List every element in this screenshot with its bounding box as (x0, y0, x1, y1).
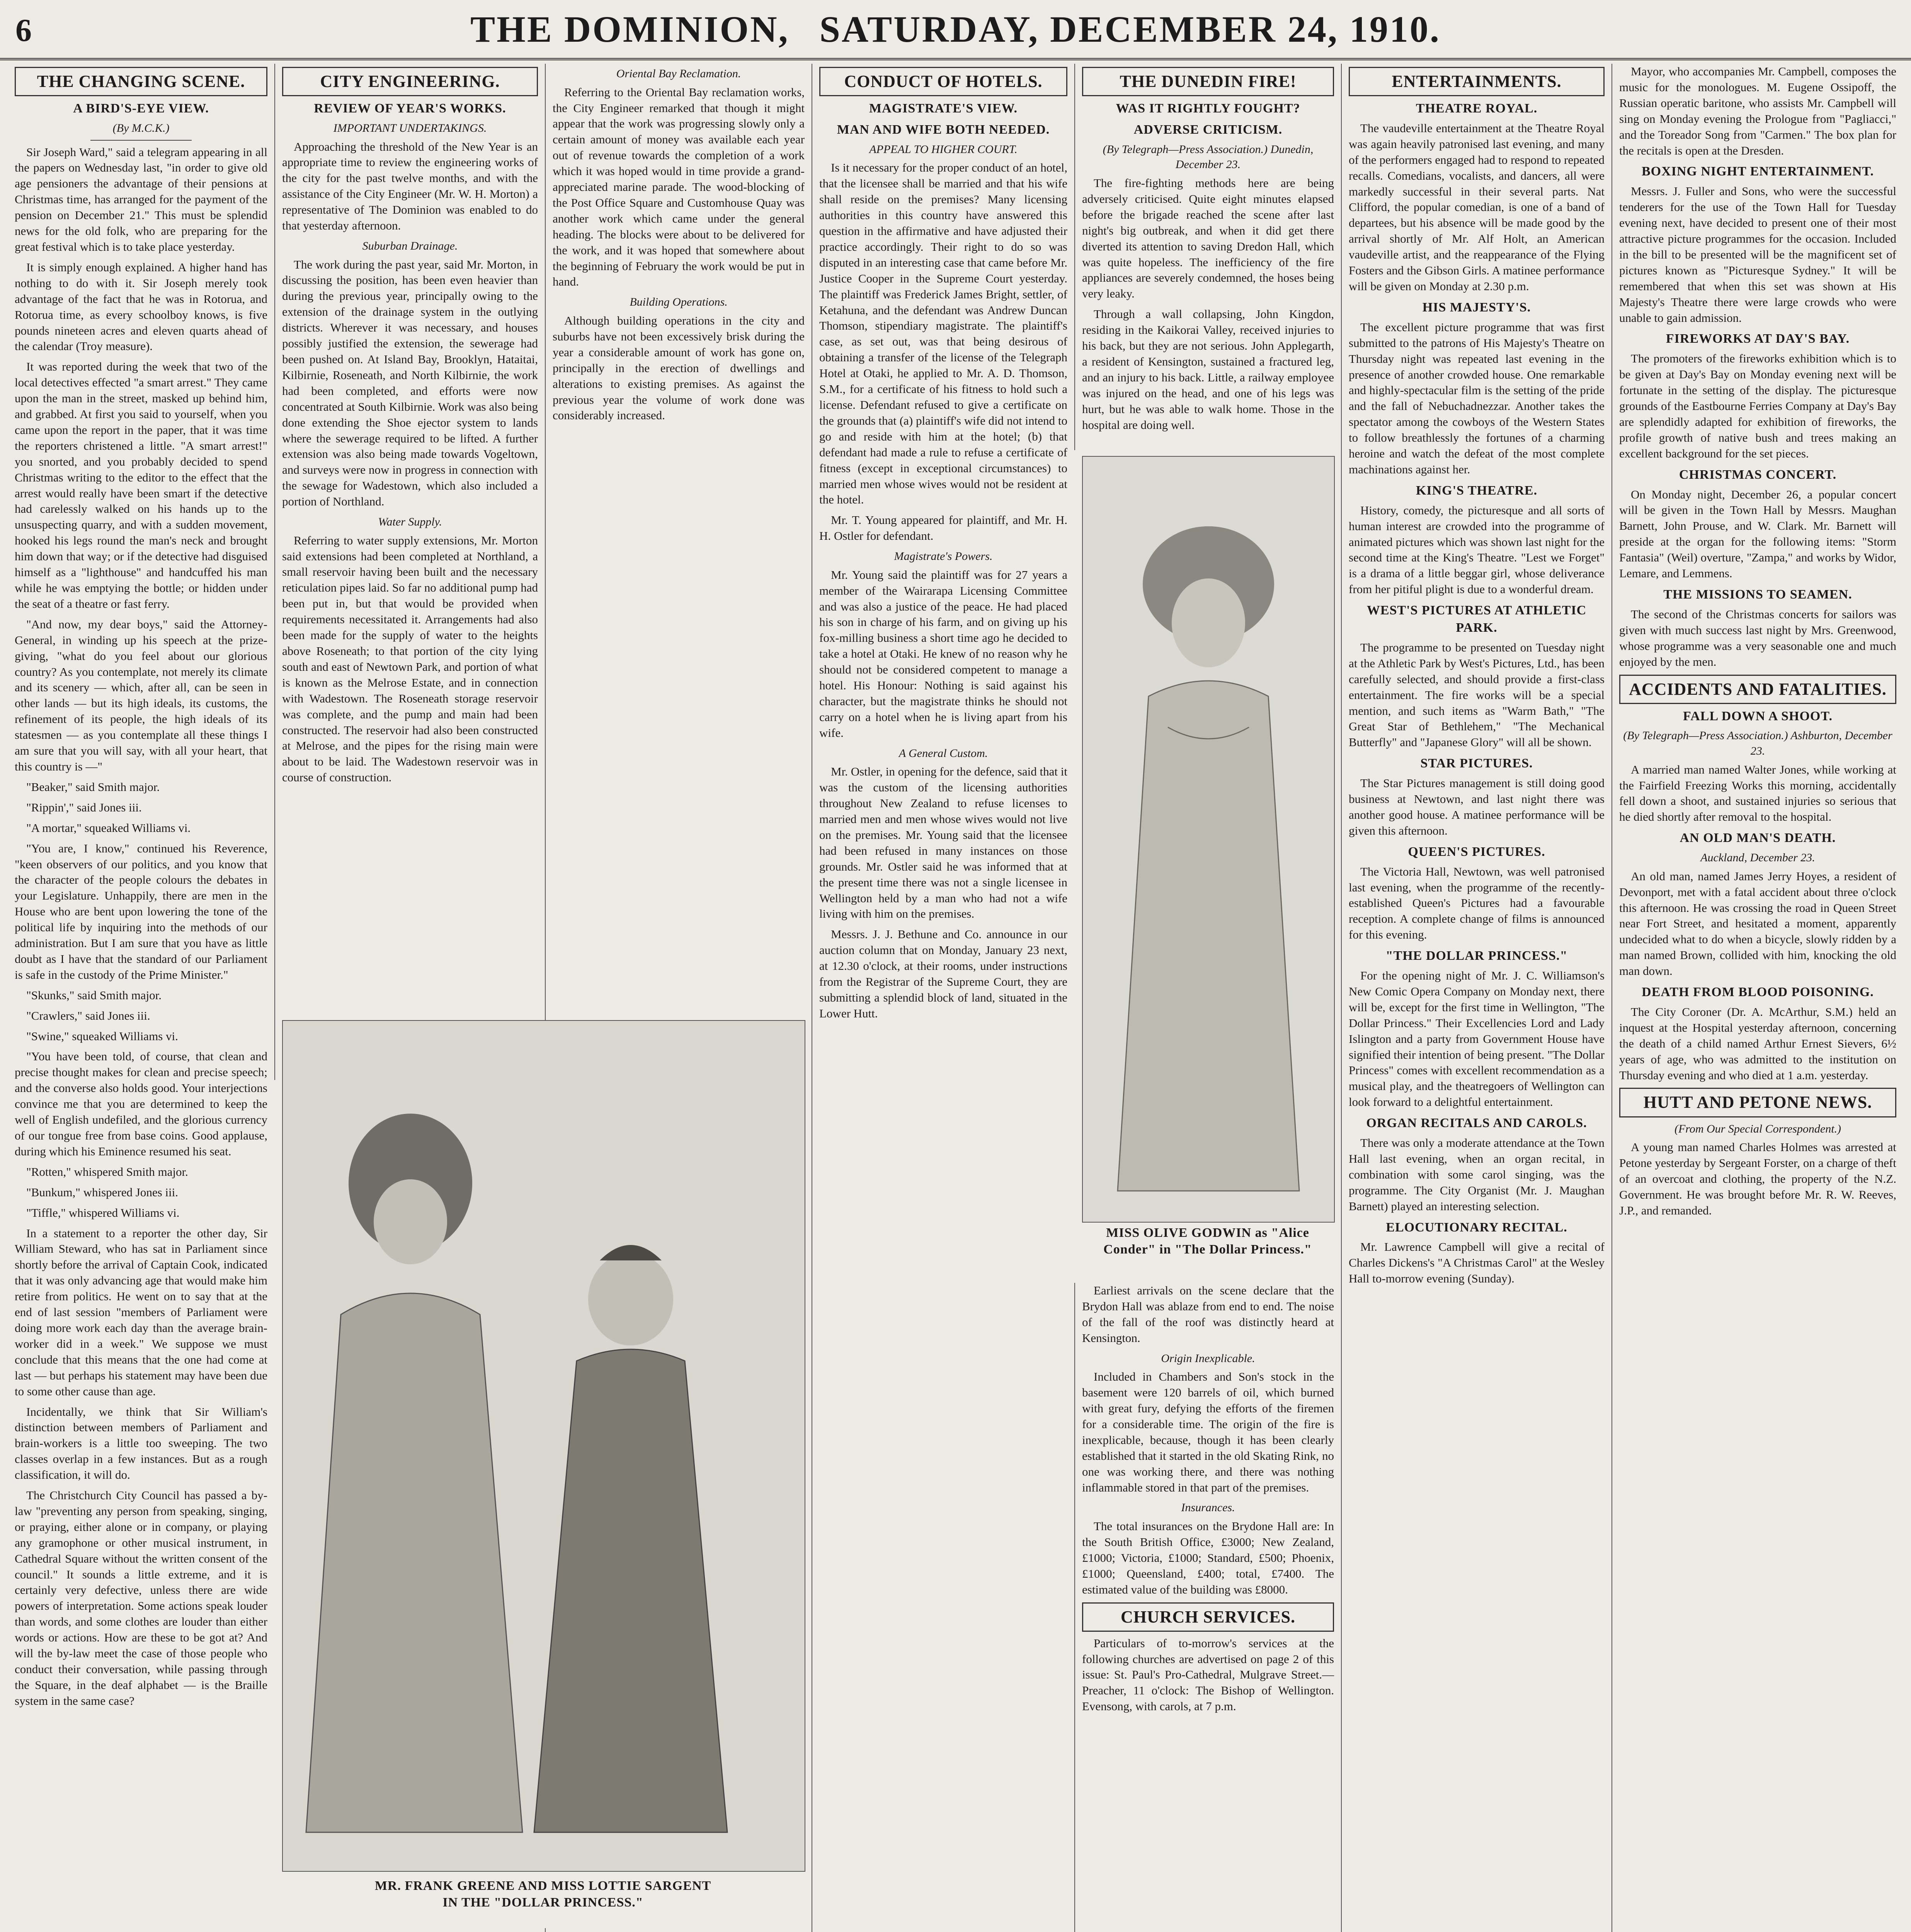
paragraph: "Bunkum," whispered Jones iii. (26, 1185, 178, 1199)
article-dateline: (By Telegraph—Press Association.) Ashburton, December 23. (1623, 729, 1892, 758)
paragraph: The Star Pictures management is still doing good business at Newtown, and last night there was another good house. A matinee performance will be given this afternoon. (1349, 776, 1605, 837)
article-kicker: APPEAL TO HIGHER COURT. (869, 143, 1018, 156)
section-heading: BOXING NIGHT ENTERTAINMENT. (1641, 164, 1874, 179)
paragraph: "Beaker," said Smith major. (26, 780, 160, 794)
paragraph: The promoters of the fireworks exhibition which is to be given at Day's Bay on Monday evening next will be fortunate in the setting of the display. The picturesque grounds of the Eastbourne Ferries Company at Day's Bay are splendidly adapted for exhibition of fireworks, the profile growth of native bush and trees making an excellent background for the set pieces. (1619, 352, 1896, 460)
section-heading: Oriental Bay Reclamation. (616, 67, 741, 80)
paragraph: Through a wall collapsing, John Kingdon, residing in the Kaikorai Valley, received injuries to his back, but they are not serious. John Applegarth, a resident of Kensington, sustained a fractured leg, and an injury to his back. Little, a railway employee was injured on the head, and one of his legs was hurt, but he was able to walk home. Those in the hospital are doing well. (1082, 307, 1334, 432)
paragraph: A married man named Walter Jones, while working at the Fairfield Freezing Works this morning, accidentally fell down a shoot, and sustained injuries so serious that he died shortly after removal to the hospital. (1619, 762, 1896, 824)
paragraph: Although building operations in the city and suburbs have not been excessively brisk during the year a considerable amount of work has gone on, principally in the erection of dwellings and alterations to existing premises. As against the previous year the volume of work done was considerably increased. (553, 313, 805, 422)
paragraph: For the opening night of Mr. J. C. Williamson's New Comic Opera Company on Monday next, there will be, except for the first time in Wellington, "The Dollar Princess." Their Excellencies Lord and Lady Islington and a party from Government House have signified their intention of being present. "The Dollar Princess" comes with excellent recommendation as a musical play, and the theatregoers of Wellington can look forward to a delightful entertainment. (1349, 969, 1605, 1109)
paragraph: A young man named Charles Holmes was arrested at Petone yesterday by Sergeant Forster, on a charge of theft of an overcoat and clothing, the property of the N.Z. Government. He was brought before Mr. R. W. Reeves, J.P., and remanded. (1619, 1140, 1896, 1217)
paragraph: The work during the past year, said Mr. Morton, in discussing the position, has been even heavier than during the previous year, principally owing to the extension of the drainage system in the outlying districts. Wherever it was necessary, and houses possibly justified the extension, the sewerage had been pushed on. At Island Bay, Brooklyn, Hataitai, Kilbirnie, Roseneath, and North Kilbirnie, the work had been completed, and efforts were now concentrated at South Kilbirnie. Work was also being done extending the Shoe ejector system to lands where the sewerage required to be lifted. A further extension was also being made towards Vogeltown, and surveys were now in progress in connection with the sewage for Wadestown, which also included a portion of Northland. (282, 257, 538, 509)
paragraph: "And now, my dear boys," said the Attorney-General, in winding up his speech at the prize-giving, "what do you feel about our glorious country? As you contemplate, not merely its climate and its scenery — which, after all, can be seen in other lands — but its high ideals, its customs, the refinement of its people, the high ideals of its statesmen — as you contemplate all these things I am sure that you will say, with all your heart, that this country is —" (15, 617, 267, 773)
paragraph: Sir Joseph Ward," said a telegram appearing in all the papers on Wednesday last, "in order to give old age pensioners the advantage of their pensions at Christmas time, has arranged for the payment of the pension on December 21." This must be splendid news for the old folk, who are preparing for the great festival which is to take place yesterday. (15, 145, 267, 253)
article-subsubtitle: ADVERSE CRITICISM. (1133, 122, 1283, 137)
portrait-caption: MISS OLIVE GODWIN as "Alice Conder" in "The Dollar Princess." (1103, 1226, 1312, 1257)
paragraph: It is simply enough explained. A higher hand has nothing to do with it. Sir Joseph merely took advantage of the fact that he was in Rotorua, and Rotorua time, as every schoolboy knows, is five pounds nineteen acres and eleven quarts ahead of the calendar (Troy measure). (15, 260, 267, 353)
paragraph: Mr. Young said the plaintiff was for 27 years a member of the Wairarapa Licensing Committee and was also a justice of the peace. He had placed his son in charge of his farm, and on giving up his fox-milling business a short time ago he decided to take a hotel at Otaki. He knew of no reason why he should not be considered competent to manage a hotel. His Honour: Nothing is said against his character, but the magistrate thinks he should not carry on a hotel when he is living apart from his wife. (819, 568, 1067, 740)
paragraph: The vaudeville entertainment at the Theatre Royal was again heavily patronised last evening, and many of the performers engaged had to respond to repeated recalls. Comedians, vocalists, and dancers, all were markedly successful in their several parts. Nat Clifford, the popular comedian, is one of a band of departees, but his absence will be made good by the arrival shortly of Mr. Alf Holt, an American vaudeville artist, and the reappearance of the Flying Fosters and the Gibson Girls. A matinee performance will be given on Monday at 2.30 p.m. (1349, 121, 1605, 293)
article-byline: (By M.C.K.) (112, 121, 170, 134)
paragraph: "You have been told, of course, that clean and precise thought makes for clean and precise speech; and the converse also holds good. Your interjections convince me that you are determined to keep the well of English undefiled, and the glorious currency of our tongue free from base coins. Good applause, during which his Eminence resumed his seat. (15, 1049, 267, 1158)
column-changing-scene (8, 64, 274, 1932)
paragraph: History, comedy, the picturesque and all sorts of human interest are crowded into the programme of animated pictures which was shown last night for the second time at the King's Theatre. "Lest we Forget" is a drama of a little beggar girl, whose deliverance from her pitiful plight is due to a wonderful dream. (1349, 503, 1605, 596)
section-heading: Insurances. (1181, 1501, 1235, 1514)
section-heading: THEATRE ROYAL. (1416, 101, 1538, 116)
paragraph: The Christchurch City Council has passed a by-law "preventing any person from speaking, singing, or praying, either alone or in company, or playing any gramophone or other musical instrument, in Cathedral Square without the written consent of the council." It sounds a little extreme, and it is certainly very defective, unless there are wide powers of interpretation. Some actions speak louder than words, and some clothes are louder than either words or actions. How are these to be got at? And will the by-law meet the case of those people who conduct their conversation, while passing through the Square, in the deaf alphabet — is the Braille system in the same case? (15, 1488, 267, 1708)
paragraph: "Rippin'," said Jones iii. (26, 800, 142, 814)
section-heading: Suburban Drainage. (362, 239, 458, 252)
section-banner: ACCIDENTS AND FATALITIES. (1619, 675, 1896, 704)
stage-caption-line1: MR. FRANK GREENE AND MISS LOTTIE SARGENT (374, 1879, 711, 1893)
stage-caption-line2: IN THE "DOLLAR PRINCESS." (442, 1895, 643, 1910)
article-subtitle: A BIRD'S-EYE VIEW. (73, 101, 209, 116)
section-heading: Magistrate's Powers. (894, 550, 993, 563)
paragraph: It was reported during the week that two of the local detectives effected "a smart arrest." They came upon the man in the street, masked up behind him, and grabbed. At first you said to yourself, when you came upon the report in the paper, that it was time the reporters christened a little. "A smart arrest!" you snorted, and you probably decided to spend Christmas writing to the editor to the effect that the arrest would really have been smart if the detective had carelessly walked on his hands up to the unsuspecting quarry, and with a sudden movement, hooked his legs round the man's neck and brought him down that way; or if the detective had disguised himself as a "lighthouse" and handcuffed his man while he was emptying the bottle; or hidden under the seat of a theatre or fast ferry. (15, 360, 267, 611)
stage-caption (282, 1878, 804, 1911)
article-subsubtitle: MAN AND WIFE BOTH NEEDED. (837, 122, 1050, 137)
section-heading: THE MISSIONS TO SEAMEN. (1663, 587, 1852, 602)
column-city-engineering-cont (545, 64, 812, 1080)
paragraph: Referring to the Oriental Bay reclamation works, the City Engineer remarked that though it might appear that the work was progressing slowly only a certain amount of money was available each year out of revenue towards the completion of a work which it was hoped would in time provide a grand-appreciated marine parade. The wood-blocking of the Post Office Square and Customhouse Quay was another work which came under the general heading. The blocks were about to be delivered for the work, and it was hoped that somewhere about the beginning of February the work would be put in hand. (553, 85, 805, 289)
section-heading: WEST'S PICTURES AT ATHLETIC PARK. (1366, 603, 1587, 635)
stage-illustration (282, 1020, 805, 1872)
paragraph: Messrs. J. Fuller and Sons, who were the successful tenderers for the use of the Town Hall for Tuesday evening next, have decided to present one of their most attractive picture programmes for the occasion. Included in the bill to be presented will be the magnificent set of pictures known as "Picturesque Sydney." It will be remembered that when this set was shown at His Majesty's Theatre there were large crowds who were unable to gain admission. (1619, 184, 1896, 325)
section-heading (553, 1930, 805, 1932)
paragraph: Mr. Lawrence Campbell will give a recital of Charles Dickens's "A Christmas Carol" at the Wesley Hall to-morrow evening (Sunday). (1349, 1240, 1605, 1286)
paragraph: Is it necessary for the proper conduct of an hotel, that the licensee shall be married and that his wife shall reside on the premises? Many licensing authorities in this country have answered this question in the affirmative and have adjusted their practice accordingly. Their right to do so was disputed in an interesting case that came before Mr. Justice Cooper in the Supreme Court yesterday. The plaintiff was Frederick James Bright, settler, of Ketahuna, and the defendant was Andrew Duncan Thomson, stipendiary magistrate. The plaintiff's case, as set out, was that being desirous of obtaining a transfer of the license of the Telegraph Hotel at Otaki, he applied to Mr. A. D. Thomson, S.M., for a certificate of his fitness to hold such a license. Defendant refused to give a certificate on the grounds that (a) plaintiff's wife did not intend to go and reside with him at the hotel; (b) that defendant had made a rule to refuse a certificate of fitness (except in exceptional circumstances) to married men whose wives would not be resident at the hotel. (819, 161, 1067, 507)
section-banner: CHURCH SERVICES. (1082, 1602, 1334, 1632)
section-heading: FIREWORKS AT DAY'S BAY. (1666, 332, 1850, 346)
paragraph: In a statement to a reporter the other day, Sir William Steward, who has sat in Parliament since shortly before the arrival of Captain Cook, indicated that it was only advancing age that would make him retire from politics. He went on to say that at the end of last session "members of Parliament were doing more work each day than the average brain-worker did in a week." We suppose we must conclude that this means that the one had come at last — but perhaps his statement may have been due to some other cause than age. (15, 1226, 267, 1398)
section-heading: ELOCUTIONARY RECITAL. (1386, 1220, 1567, 1235)
column-city-engineering-top (274, 64, 545, 1080)
section-heading: QUEEN'S PICTURES. (1408, 844, 1545, 859)
paragraph: Earliest arrivals on the scene declare that the Brydon Hall was ablaze from end to end. The noise of the fall of the roof was distinctly heard at Kensington. (1082, 1284, 1334, 1345)
column-city-engineering-lower (274, 1928, 545, 1932)
article-title: CITY ENGINEERING. (282, 67, 538, 96)
masthead (0, 0, 1911, 60)
section-heading: Water Supply. (378, 515, 442, 529)
paragraph: The second of the Christmas concerts for sailors was given with much success last night by Mrs. Greenwood, whose programme was a very seasonable one and much enjoyed by the men. (1619, 607, 1896, 668)
paragraph: Mr. T. Young appeared for plaintiff, and Mr. H. H. Ostler for defendant. (819, 513, 1067, 543)
column-misc-news (1612, 64, 1903, 1932)
paragraph: Mr. Ostler, in opening for the defence, said that it was the custom of the licensing authorities throughout New Zealand to refuse licenses to married men and men whose wives would not live on the premises. Mr. Young said that the licensee had been refused in many instances on those grounds. Mr. Ostler said he was informed that at the present time there was not a single licensee in Wellington held by a man who had not a wife living with him on the premises. (819, 765, 1067, 921)
issue-date: SATURDAY, DECEMBER 24, 1910. (819, 9, 1441, 50)
article-subsubtitle: IMPORTANT UNDERTAKINGS. (333, 121, 487, 134)
paragraph: "Swine," squeaked Williams vi. (26, 1029, 178, 1043)
section-heading: DEATH FROM BLOOD POISONING. (1642, 985, 1874, 1000)
paragraph: Included in Chambers and Son's stock in the basement were 120 barrels of oil, which burned with great fury, defying the efforts of the firemen for a considerable time. The origin of the fire is inexplicable, because, though it has been clearly established that it started in the old Skating Rink, no one was working there, and there was nothing inflammable stored in that part of the premises. (1082, 1370, 1334, 1494)
article-dateline: Auckland, December 23. (1700, 851, 1815, 864)
paper-name: THE DOMINION, (470, 9, 790, 50)
paragraph: The total insurances on the Brydone Hall are: In the South British Office, £3000; New Zealand, £1000; Victoria, £1000; Standard, £500; Phoenix, £1000; Queensland, £400; total, £7400. The estimated value of the building was £8000. (1082, 1519, 1334, 1596)
article-title: CONDUCT OF HOTELS. (819, 67, 1067, 96)
column-conduct-of-hotels (812, 64, 1074, 1932)
paragraph: The programme to be presented on Tuesday night at the Athletic Park by West's Pictures, Ltd., has been carefully selected, and should provide a first-class entertainment. The fire works will be a special mention, and such items as "Warm Bath," "The Great Star of Bethlehem," "The Mechanical Butterfly" and "Japanese Glory" will all be shown. (1349, 640, 1605, 749)
section-heading: CHRISTMAS CONCERT. (1679, 467, 1837, 482)
paragraph: Incidentally, we think that Sir William's distinction between members of Parliament and brain-workers is a little too sweeping. The two classes overlap in a few instances. But as a rough classification, it will do. (15, 1405, 267, 1482)
page-number: 6 (15, 12, 32, 48)
section-heading: A General Custom. (898, 747, 988, 760)
portrait-drawing (1083, 457, 1334, 1222)
column-entertainments (1341, 64, 1612, 1932)
divider (90, 140, 192, 141)
paragraph: Referring to water supply extensions, Mr. Morton said extensions had been completed at Northland, a small reservoir having been built and the necessary reticulation pipes laid. So far no additional pump had been put in, but that would be provided when requirements necessitated it. Arrangements had also been made for the supply of water to the heights above Roseneath; to that portion of the city lying south and east of Newtown Park, and portion of what is known as the Melrose Estate, and in connection with Wadestown. The Roseneath storage reservoir was complete, and the pump and main had been constructed. The reservoir had also been constructed at Melrose, and the pipes for the rising main were about to be laid. The Wadestown reservoir was in course of construction. (282, 533, 538, 784)
stage-drawing (283, 1021, 805, 1871)
paragraph: "Crawlers," said Jones iii. (26, 1009, 150, 1022)
article-subtitle: WAS IT RIGHTLY FOUGHT? (1116, 101, 1300, 116)
paragraph: The Victoria Hall, Newtown, was well patronised last evening, when the programme of the recently-established Queen's Pictures had a favourable reception. A complete change of films is announced for this evening. (1349, 864, 1605, 942)
paragraph: On Monday night, December 26, a popular concert will be given in the Town Hall by Messrs. Maughan Barnett, John Prouse, and W. Clark. Mr. Barnett will preside at the organ for the following items: "Storm Fantasia" (Weil) overture, "Zampa," and works by Widor, Lemare, and Lemmens. (1619, 487, 1896, 580)
section-banner: HUTT AND PETONE NEWS. (1619, 1088, 1896, 1117)
paragraph: "You are, I know," continued his Reverence, "keen observers of our politics, and you know that the character of the people colours the debates in your Legislature. Unhappily, there are men in the House who are bent upon lowering the tone of the political life by inquiring into the methods of our administration. But I am sure that you have as little doubt as I have that the standard of our Parliament is safe in the custody of the Prime Minister." (15, 841, 267, 981)
paragraph: Messrs. J. J. Bethune and Co. announce in our auction column that on Monday, January 23 next, at 12.30 o'clock, at their rooms, under instructions from the Registrar of the Supreme Court, they are submitting a splendid block of land, situated in the Lower Hutt. (819, 927, 1067, 1020)
section-heading: HIS MAJESTY'S. (1422, 300, 1531, 315)
paragraph: Particulars of to-morrow's services at the following churches are advertised on page 2 of this issue: St. Paul's Pro-Cathedral, Mulgrave Street.—Preacher, 11 o'clock: The Bishop of Wellington. Evensong, with carols, at 7 p.m. (1082, 1636, 1334, 1713)
column-dunedin-fire-cont (1074, 1283, 1341, 1932)
paragraph: "Tiffle," whispered Williams vi. (26, 1206, 180, 1219)
paper-title (0, 8, 1911, 51)
paragraph: The excellent picture programme that was first submitted to the patrons of His Majesty's Theatre on Thursday night was repeated last evening in the presence of another crowded house. One remarkable and highly-spectacular film is the setting of the pride and the fall of Nebuchadnezzar. Another takes the spectator among the cowboys of the Western States to follow breathlessly the fortunes of a charming heroine and watch the defeat of the most complete machinations against her. (1349, 320, 1605, 476)
paragraph: The City Coroner (Dr. A. McArthur, S.M.) held an inquest at the Hospital yesterday afternoon, concerning the death of a child named Arthur Ernest Sievers, 6½ years of age, who was admitted to the institution on Thursday evening and who died at 1 a.m. yesterday. (1619, 1005, 1896, 1082)
paragraph: The fire-fighting methods here are being adversely criticised. Quite eight minutes elapsed before the brigade reached the scene after last night's big outbreak, and when it did get there diverted its attention to saving Dredon Hall, which was quite hopeless. The inefficiency of the fire appliances are severely condemned, the hoses being very leaky. (1082, 176, 1334, 301)
section-heading: KING'S THEATRE. (1416, 483, 1538, 498)
section-heading: STAR PICTURES. (1420, 756, 1533, 771)
section-heading: ORGAN RECITALS AND CAROLS. (1366, 1116, 1587, 1131)
section-heading: FALL DOWN A SHOOT. (1683, 709, 1833, 723)
article-subtitle: REVIEW OF YEAR'S WORKS. (314, 101, 506, 116)
section-heading (281, 1930, 538, 1932)
article-title: ENTERTAINMENTS. (1349, 67, 1605, 96)
section-heading: "THE DOLLAR PRINCESS." (1385, 949, 1568, 963)
paragraph: "A mortar," squeaked Williams vi. (26, 821, 191, 835)
paragraph: Approaching the threshold of the New Year is an appropriate time to review the engineering works of the city for the past twelve months, and with the assistance of the City Engineer (Mr. W. H. Morton) a representative of The Dominion was enabled to do that yesterday afternoon. (282, 139, 538, 233)
section-heading: Building Operations. (630, 296, 728, 309)
section-heading: AN OLD MAN'S DEATH. (1680, 831, 1836, 845)
paragraph: Mayor, who accompanies Mr. Campbell, composes the music for the monologues. M. Eugene Ossipoff, the Russian operatic baritone, who assists Mr. Campbell will sing on Monday evening the Prologue from "Pagliacci," and the Toreador Song from "Carmen." The box plan for the recitals is open at the Dresden. (1619, 65, 1896, 157)
section-heading: Origin Inexplicable. (1161, 1352, 1255, 1365)
article-byline: (From Our Special Correspondent.) (1674, 1122, 1841, 1135)
paragraph: An old man, named James Jerry Hoyes, a resident of Devonport, met with a fatal accident about three o'clock this afternoon. He was crossing the road in Queen Street near Fort Street, and hesitated a moment, apparently undecided what to do when a bicycle, slowly ridden by a man named Brown, collided with him, knocking the old man down. (1619, 869, 1896, 978)
portrait-illustration (1082, 456, 1335, 1223)
article-title: THE CHANGING SCENE. (15, 67, 267, 96)
paragraph: There was only a moderate attendance at the Town Hall last evening, when an organ recital, in combination with some carol singing, was the programme. The City Organist (Mr. J. Maughan Barnett) played an interesting selection. (1349, 1136, 1605, 1213)
article-title: THE DUNEDIN FIRE! (1082, 67, 1334, 96)
paragraph: "Skunks," said Smith major. (26, 988, 162, 1002)
column-city-engineering-lower-cont (545, 1928, 812, 1932)
paragraph: "Rotten," whispered Smith major. (26, 1165, 188, 1179)
article-subtitle: MAGISTRATE'S VIEW. (869, 101, 1018, 116)
article-dateline: (By Telegraph—Press Association.) Dunedin, December 23. (1103, 143, 1314, 171)
column-dunedin-fire (1074, 64, 1341, 450)
